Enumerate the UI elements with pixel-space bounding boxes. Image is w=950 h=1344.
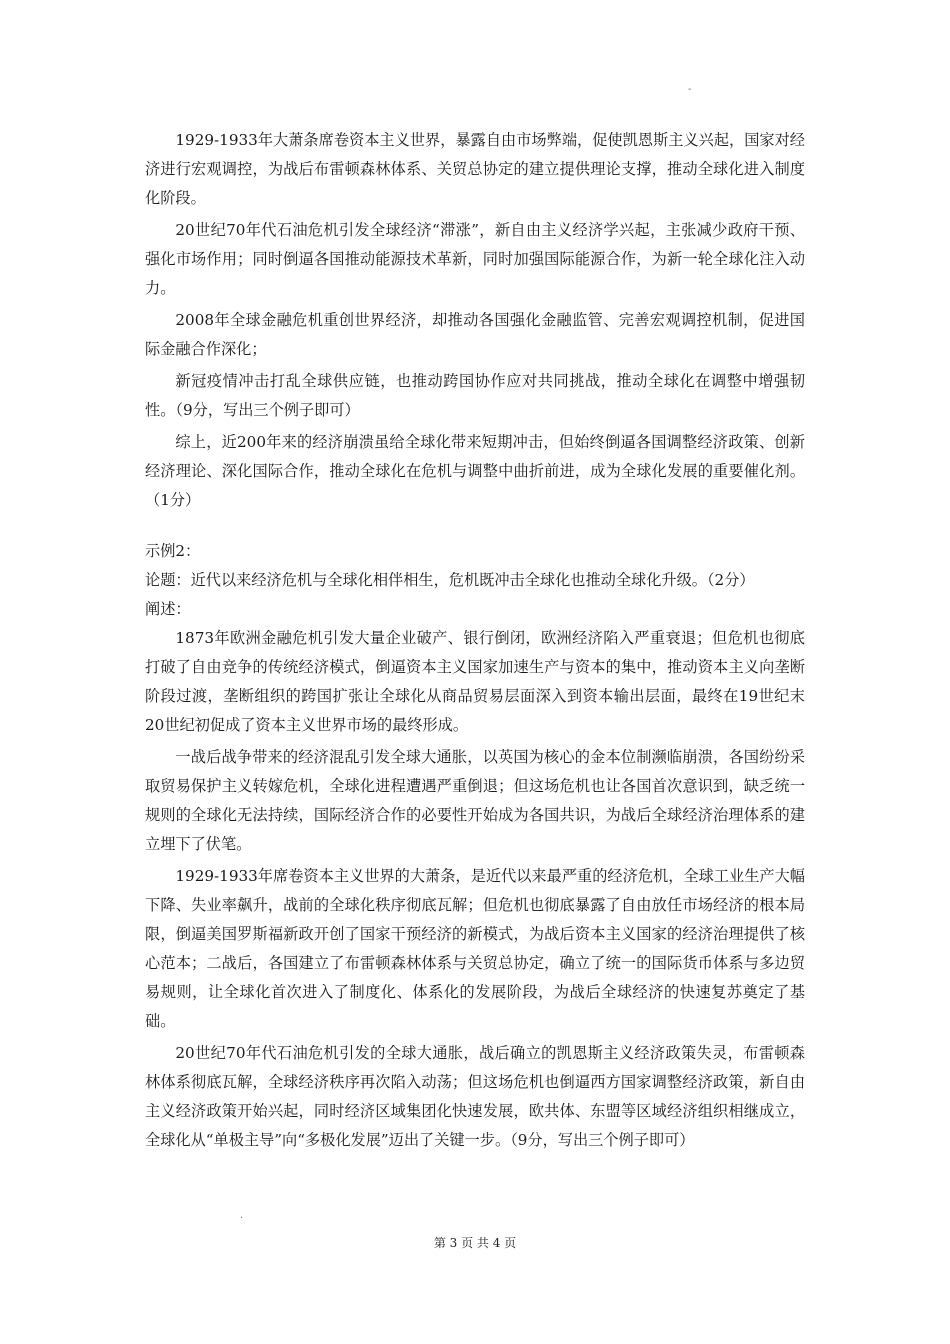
paragraph: 2008年全球金融危机重创世界经济，却推动各国强化金融监管、完善宏观调控机制，促进国际金融合作深化； (145, 311, 805, 358)
page-footer: 第 3 页 共 4 页 (433, 1236, 517, 1250)
top-mark: - (688, 84, 692, 95)
example-heading: 示例2： (145, 542, 201, 560)
paragraph: 1873年欧洲金融危机引发大量企业破产、银行倒闭，欧洲经济陷入严重衰退；但危机也彻底打破了自由竞争的传统经济模式，倒逼资本主义国家加速生产与资本的集中，推动资本主义向垄断阶段过渡，垄断组织的跨国扩张让全球化从商品贸易层面深入到资本输出层面，最终在19世纪末20世纪初促成了资本主义世界市场的最终形成。 (145, 629, 805, 734)
thesis-line: 论题：近代以来经济危机与全球化相伴相生，危机既冲击全球化也推动全球化升级。（2分） (145, 571, 755, 589)
section-gap (145, 518, 805, 537)
elaborate-label: 阐述： (145, 600, 191, 618)
paragraph: 一战后战争带来的经济混乱引发全球大通胀，以英国为核心的金本位制濒临崩溃，各国纷纷采取贸易保护主义转嫁危机，全球化进程遭遇严重倒退；但这场危机也让各国首次意识到，缺乏统一规则的全球化无法持续，国际经济合作的必要性开始成为各国共识，为战后全球经济治理体系的建立埋下了伏笔。 (145, 748, 805, 853)
bottom-mark: . (240, 1210, 244, 1221)
paragraph: 20世纪70年代石油危机引发的全球大通胀，战后确立的凯恩斯主义经济政策失灵，布雷顿森林体系彻底瓦解，全球经济秩序再次陷入动荡；但这场危机也倒逼西方国家调整经济政策，新自由主义经济政策开始兴起，同时经济区域集团化快速发展，欧共体、东盟等区域经济组织相继成立，全球化从“单极主导”向“多极化发展”迈出了关键一步。（9分，写出三个例子即可） (145, 1044, 805, 1149)
paragraph: 1929-1933年大萧条席卷资本主义世界，暴露自由市场弊端，促使凯恩斯主义兴起，国家对经济进行宏观调控，为战后布雷顿森林体系、关贸总协定的建立提供理论支撑，推动全球化进入制度化阶段。 (145, 131, 805, 207)
paragraph: 20世纪70年代石油危机引发全球经济“滞涨”，新自由主义经济学兴起，主张减少政府干预、强化市场作用；同时倒逼各国推动能源技术革新，同时加强国际能源合作，为新一轮全球化注入动力。 (145, 221, 805, 297)
paragraph: 综上，近200年来的经济崩溃虽给全球化带来短期冲击，但始终倒逼各国调整经济政策、创新经济理论、深化国际合作，推动全球化在危机与调整中曲折前进，成为全球化发展的重要催化剂。（1分） (145, 433, 805, 509)
paragraph: 1929-1933年席卷资本主义世界的大萧条，是近代以来最严重的经济危机，全球工业生产大幅下降、失业率飙升，战前的全球化秩序彻底瓦解；但危机也彻底暴露了自由放任市场经济的根本局限，倒逼美国罗斯福新政开创了国家干预经济的新模式，为战后资本主义国家的经济治理提供了核心范本；二战后，各国建立了布雷顿森林体系与关贸总协定，确立了统一的国际货币体系与多边贸易规则，让全球化首次进入了制度化、体系化的发展阶段，为战后全球经济的快速复苏奠定了基础。 (145, 867, 805, 1030)
paragraph: 新冠疫情冲击打乱全球供应链，也推动跨国协作应对共同挑战，推动全球化在调整中增强韧性。（9分，写出三个例子即可） (145, 372, 805, 419)
answer-content (145, 126, 805, 1158)
